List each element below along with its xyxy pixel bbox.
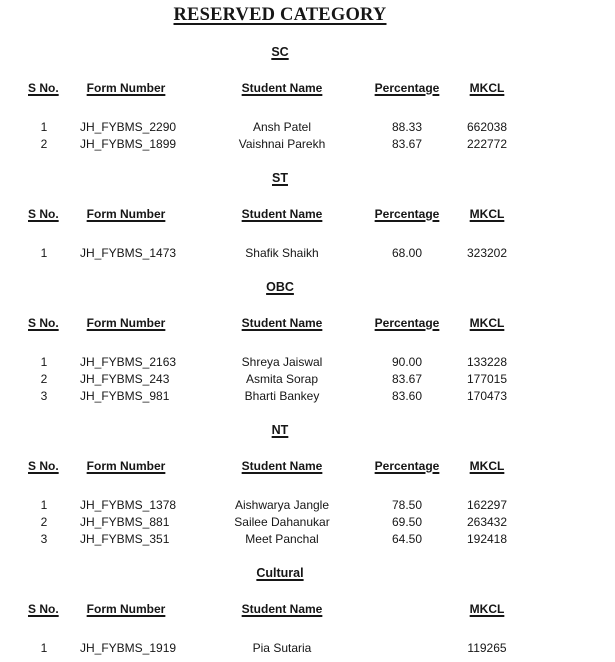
table-row: [28, 244, 532, 261]
table-header-row: [28, 601, 532, 617]
cell-mkcl: 222772: [466, 136, 508, 151]
cell-name: Aishwarya Jangle: [234, 497, 330, 512]
cell-mkcl: 323202: [466, 245, 508, 260]
column-header-sno: S No.: [28, 459, 59, 473]
cell-pct: 78.50: [391, 497, 423, 512]
cell-sno: 1: [40, 497, 48, 512]
cell-form: JH_FYBMS_1473: [80, 245, 177, 260]
column-header-mkcl: MKCL: [469, 459, 505, 473]
column-header-form: Form Number: [86, 602, 166, 616]
column-header-pct: Percentage: [374, 207, 440, 221]
cell-pct: 90.00: [391, 354, 423, 369]
table-row: [28, 370, 532, 387]
column-header-name: Student Name: [241, 602, 323, 616]
cell-mkcl: 263432: [466, 514, 508, 529]
section-heading-cultural: Cultural: [256, 566, 304, 580]
column-header-sno: S No.: [28, 602, 59, 616]
cell-pct: 83.67: [391, 371, 423, 386]
table-row: [28, 387, 532, 404]
cell-form: JH_FYBMS_881: [80, 514, 170, 529]
table-header-row: [28, 206, 532, 222]
cell-mkcl: 162297: [466, 497, 508, 512]
column-header-pct: Percentage: [374, 81, 440, 95]
cell-name: Bharti Bankey: [244, 388, 320, 403]
cell-sno: 3: [40, 388, 48, 403]
column-header-name: Student Name: [241, 316, 323, 330]
cell-form: JH_FYBMS_981: [80, 388, 170, 403]
column-header-form: Form Number: [86, 207, 166, 221]
section-sc: [28, 44, 532, 152]
section-cultural: [28, 565, 532, 656]
column-header-form: Form Number: [86, 81, 166, 95]
cell-name: Shafik Shaikh: [245, 245, 319, 260]
column-header-mkcl: MKCL: [469, 316, 505, 330]
column-header-sno: S No.: [28, 316, 59, 330]
section-obc: [28, 279, 532, 404]
cell-sno: 3: [40, 531, 48, 546]
table-row: [28, 639, 532, 656]
cell-name: Pia Sutaria: [252, 640, 312, 655]
cell-sno: 2: [40, 136, 48, 151]
section-heading-st: ST: [272, 171, 288, 185]
cell-sno: 1: [40, 640, 48, 655]
cell-pct: 88.33: [391, 119, 423, 134]
section-heading-sc: SC: [271, 45, 289, 59]
table-row: [28, 530, 532, 547]
column-header-mkcl: MKCL: [469, 602, 505, 616]
cell-mkcl: 170473: [466, 388, 508, 403]
cell-form: JH_FYBMS_1378: [80, 497, 177, 512]
table-row: [28, 135, 532, 152]
page-title: [28, 4, 532, 26]
cell-form: JH_FYBMS_243: [80, 371, 170, 386]
table-header-row: [28, 80, 532, 96]
table-row: [28, 496, 532, 513]
cell-mkcl: 119265: [467, 640, 507, 655]
cell-form: JH_FYBMS_351: [80, 531, 170, 546]
column-header-name: Student Name: [241, 459, 323, 473]
cell-name: Ansh Patel: [252, 119, 312, 134]
cell-form: JH_FYBMS_2290: [80, 119, 177, 134]
table-header-row: [28, 315, 532, 331]
table-row: [28, 513, 532, 530]
column-header-name: Student Name: [241, 81, 323, 95]
cell-mkcl: 192418: [466, 531, 508, 546]
column-header-sno: S No.: [28, 81, 59, 95]
cell-pct: 83.67: [391, 136, 423, 151]
cell-sno: 2: [40, 514, 48, 529]
cell-pct: 69.50: [391, 514, 423, 529]
cell-sno: 2: [40, 371, 48, 386]
table-row: [28, 353, 532, 370]
section-heading-obc: OBC: [266, 280, 294, 294]
page-title-text: RESERVED CATEGORY: [173, 5, 387, 25]
section-heading-nt: NT: [271, 423, 289, 437]
column-header-name: Student Name: [241, 207, 323, 221]
column-header-form: Form Number: [86, 459, 166, 473]
section-nt: [28, 422, 532, 547]
cell-form: JH_FYBMS_1899: [80, 136, 177, 151]
cell-mkcl: 662038: [466, 119, 508, 134]
cell-name: Meet Panchal: [245, 531, 319, 546]
cell-form: JH_FYBMS_1919: [80, 640, 177, 655]
section-st: [28, 170, 532, 261]
cell-name: Vaishnai Parekh: [238, 136, 326, 151]
column-header-mkcl: MKCL: [469, 207, 505, 221]
column-header-sno: S No.: [28, 207, 59, 221]
cell-mkcl: 177015: [466, 371, 508, 386]
column-header-pct: Percentage: [374, 459, 440, 473]
column-header-form: Form Number: [86, 316, 166, 330]
column-header-pct: Percentage: [374, 316, 440, 330]
cell-pct: 64.50: [391, 531, 423, 546]
cell-pct: 68.00: [391, 245, 423, 260]
cell-form: JH_FYBMS_2163: [80, 354, 177, 369]
table-header-row: [28, 458, 532, 474]
column-header-mkcl: MKCL: [469, 81, 505, 95]
cell-pct: 83.60: [391, 388, 423, 403]
cell-sno: 1: [40, 354, 48, 369]
cell-sno: 1: [40, 245, 48, 260]
cell-name: Asmita Sorap: [245, 371, 319, 386]
cell-sno: 1: [40, 119, 48, 134]
cell-mkcl: 133228: [466, 354, 508, 369]
cell-name: Sailee Dahanukar: [234, 514, 330, 529]
cell-name: Shreya Jaiswal: [241, 354, 323, 369]
table-row: [28, 118, 532, 135]
